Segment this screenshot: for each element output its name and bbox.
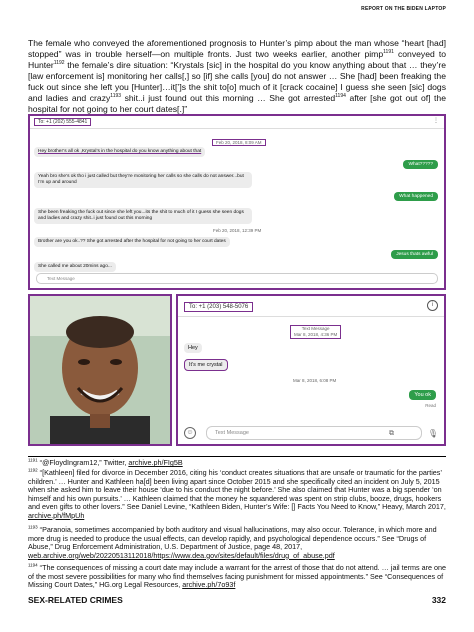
received-message: Hey brother’s all ok ,Krystal’s in the hospital do you know anything about that: [34, 147, 205, 157]
received-message: Brother are you ok..?? She got arrested after the hospital for not going to her court dates: [34, 237, 230, 247]
body-text-3: the female’s dire situation: “Krystals [sic] in the hospital do you know anything about that … they’re [law enforcement is] monitoring her calls[,] so [if] she calls [you] do not answer … She [had] been freaking the fuck out since she left you [Hunter]…it[’]s the shit to[o] much of it [crack cocaine] I guess she seen [sic] dogs and ladies and crazy: [28, 60, 446, 103]
footnote-1193: $^{1193}$ “Paranoia, sometimes accompanied by both auditory and visual hallucinations, may also occur. Tolerance, in which more and more drug is needed to produce the usual effects, can develop rapidly, and psychological dependence occurs.” See “Drugs of Abuse,” Drug Enforcement Administration, U.S. Department of Justice, page 48, 2017, web.archive.org/web/20220513112018/https://www.dea.gov/sites/default/files/drug_of_abuse.pdf: [28, 524, 437, 560]
received-message: She called me about 20mins ago...: [34, 262, 116, 272]
body-text-5: after [she got out of] the hospital for not going to her court dates[.]”: [28, 93, 446, 114]
page-number: 332: [431, 595, 446, 605]
timestamp: Feb 20, 2018, 8:09 AM: [212, 139, 266, 146]
footnote-link[interactable]: web.archive.org/web/20220513112018/https://www.dea.gov/sites/default/files/drug_of_abuse.pdf: [28, 550, 335, 560]
received-message: Yeah bro she’s ok tho i just called but they’re monitoring her calls so she calls do not answer...but I’m up and around: [34, 172, 252, 188]
footnote-rule: [28, 456, 446, 457]
person-photo-illustration: [30, 296, 170, 444]
footnote-ref-1193[interactable]: 1193: [110, 93, 122, 100]
footnote-1192: $^{1192}$ “[Kathleen] filed for divorce in December 2016, citing his ‘conduct creates situations that are unsafe or traumatic for the parties’ children.’ … Hunter and Kathleen ha[d] been living apart since October 2015 and she specifically cited an incident on July 5, 2015 when she asked him to leave their house ‘due to his conduct the night before.’ She also claimed that Hunter was a big spender ‘on himself and his own pursuits.’ … Kathleen claimed that the money he squandered was spent on strip clubs, booze, drugs, hookers and even gifts to other lovers.” See Daniel Levine, “Kathleen Biden, Hunter’s Wife: [] Facts You Need to Know,” Heavy, March 2017, archive.ph/fMpUh: [28, 467, 446, 520]
message-screenshot-1: [28, 114, 446, 290]
body-text-2: conveyed to Hunter: [28, 49, 447, 70]
footnote-1194: $^{1194}$ “The consequences of missing a court date may include a warrant for the arrest of those that do not attend. … jail terms are one of the most severe possibilities for many who find themselves facing punishment for missed appointments.” See “Consequences of Missing Court Dates,” HG.org Legal Resources, archive.ph/7o93f: [28, 562, 446, 590]
recipient-field: To: +1 (202) 555-4841: [34, 118, 91, 126]
conversation-header: [30, 116, 444, 129]
info-icon[interactable]: i: [427, 300, 438, 311]
sent-message: What happened: [394, 192, 438, 201]
received-message: Hey: [184, 343, 202, 353]
sent-message: You ok: [409, 390, 436, 400]
recipient-field: To: +1 (203) 548-5076: [184, 302, 253, 312]
running-header: REPORT ON THE BIDEN LAPTOP: [361, 6, 446, 12]
footnote-ref-1194[interactable]: 1194: [335, 93, 346, 100]
timestamp: Feb 20, 2018, 12:39 PM: [213, 228, 262, 233]
message-input[interactable]: Text Message: [206, 426, 422, 440]
sent-message: What?????: [403, 160, 438, 169]
section-footer: SEX-RELATED CRIMES: [28, 595, 123, 605]
footnote-link[interactable]: archive.ph/fMpUh: [28, 510, 85, 520]
footnote-ref-1192[interactable]: 1192: [53, 60, 65, 67]
portrait-photo: [28, 294, 172, 446]
footnote-ref-1191[interactable]: 1191: [383, 49, 394, 56]
timestamp: Mar 8, 2018, 6:08 PM: [293, 378, 337, 383]
received-message: It’s me crystal: [184, 359, 228, 371]
header-divider: [178, 316, 444, 317]
message-screenshot-2: [176, 294, 446, 446]
footnote-1191: $^{1191}$ “@FloydIngram12,” Twitter, archive.ph/FIg5B: [28, 457, 183, 467]
received-message: She been freaking the fuck out since she left you...its the shit to much of it I guess she seen dogs and ladies and crazy shit..i just found out this morning: [34, 208, 252, 224]
footnote-link[interactable]: archive.ph/FIg5B: [128, 458, 183, 467]
attachment-icon[interactable]: ⧉: [389, 430, 394, 437]
timestamp: Text Message Mar 8, 2018, 4:36 PM: [290, 325, 341, 339]
footnote-link[interactable]: archive.ph/7o93f: [182, 580, 236, 590]
body-text-4: shit..i just found out this morning … She got arrested: [121, 93, 336, 103]
body-text-1: The female who conveyed the aforementioned prognosis to Hunter’s pimp about the man whose “heart [had] stopped” was in trouble herself—on multiple fronts. Just two weeks earlier, another pimp: [28, 38, 446, 59]
emoji-icon[interactable]: ☺: [184, 427, 196, 439]
message-input[interactable]: Text Message: [36, 273, 438, 284]
microphone-icon[interactable]: 🎙: [427, 429, 438, 438]
sent-message: Jesus thats awful: [391, 250, 438, 259]
more-vert-icon: ⋮: [433, 118, 439, 124]
read-receipt: Read: [425, 403, 436, 408]
body-paragraph: [28, 38, 446, 115]
